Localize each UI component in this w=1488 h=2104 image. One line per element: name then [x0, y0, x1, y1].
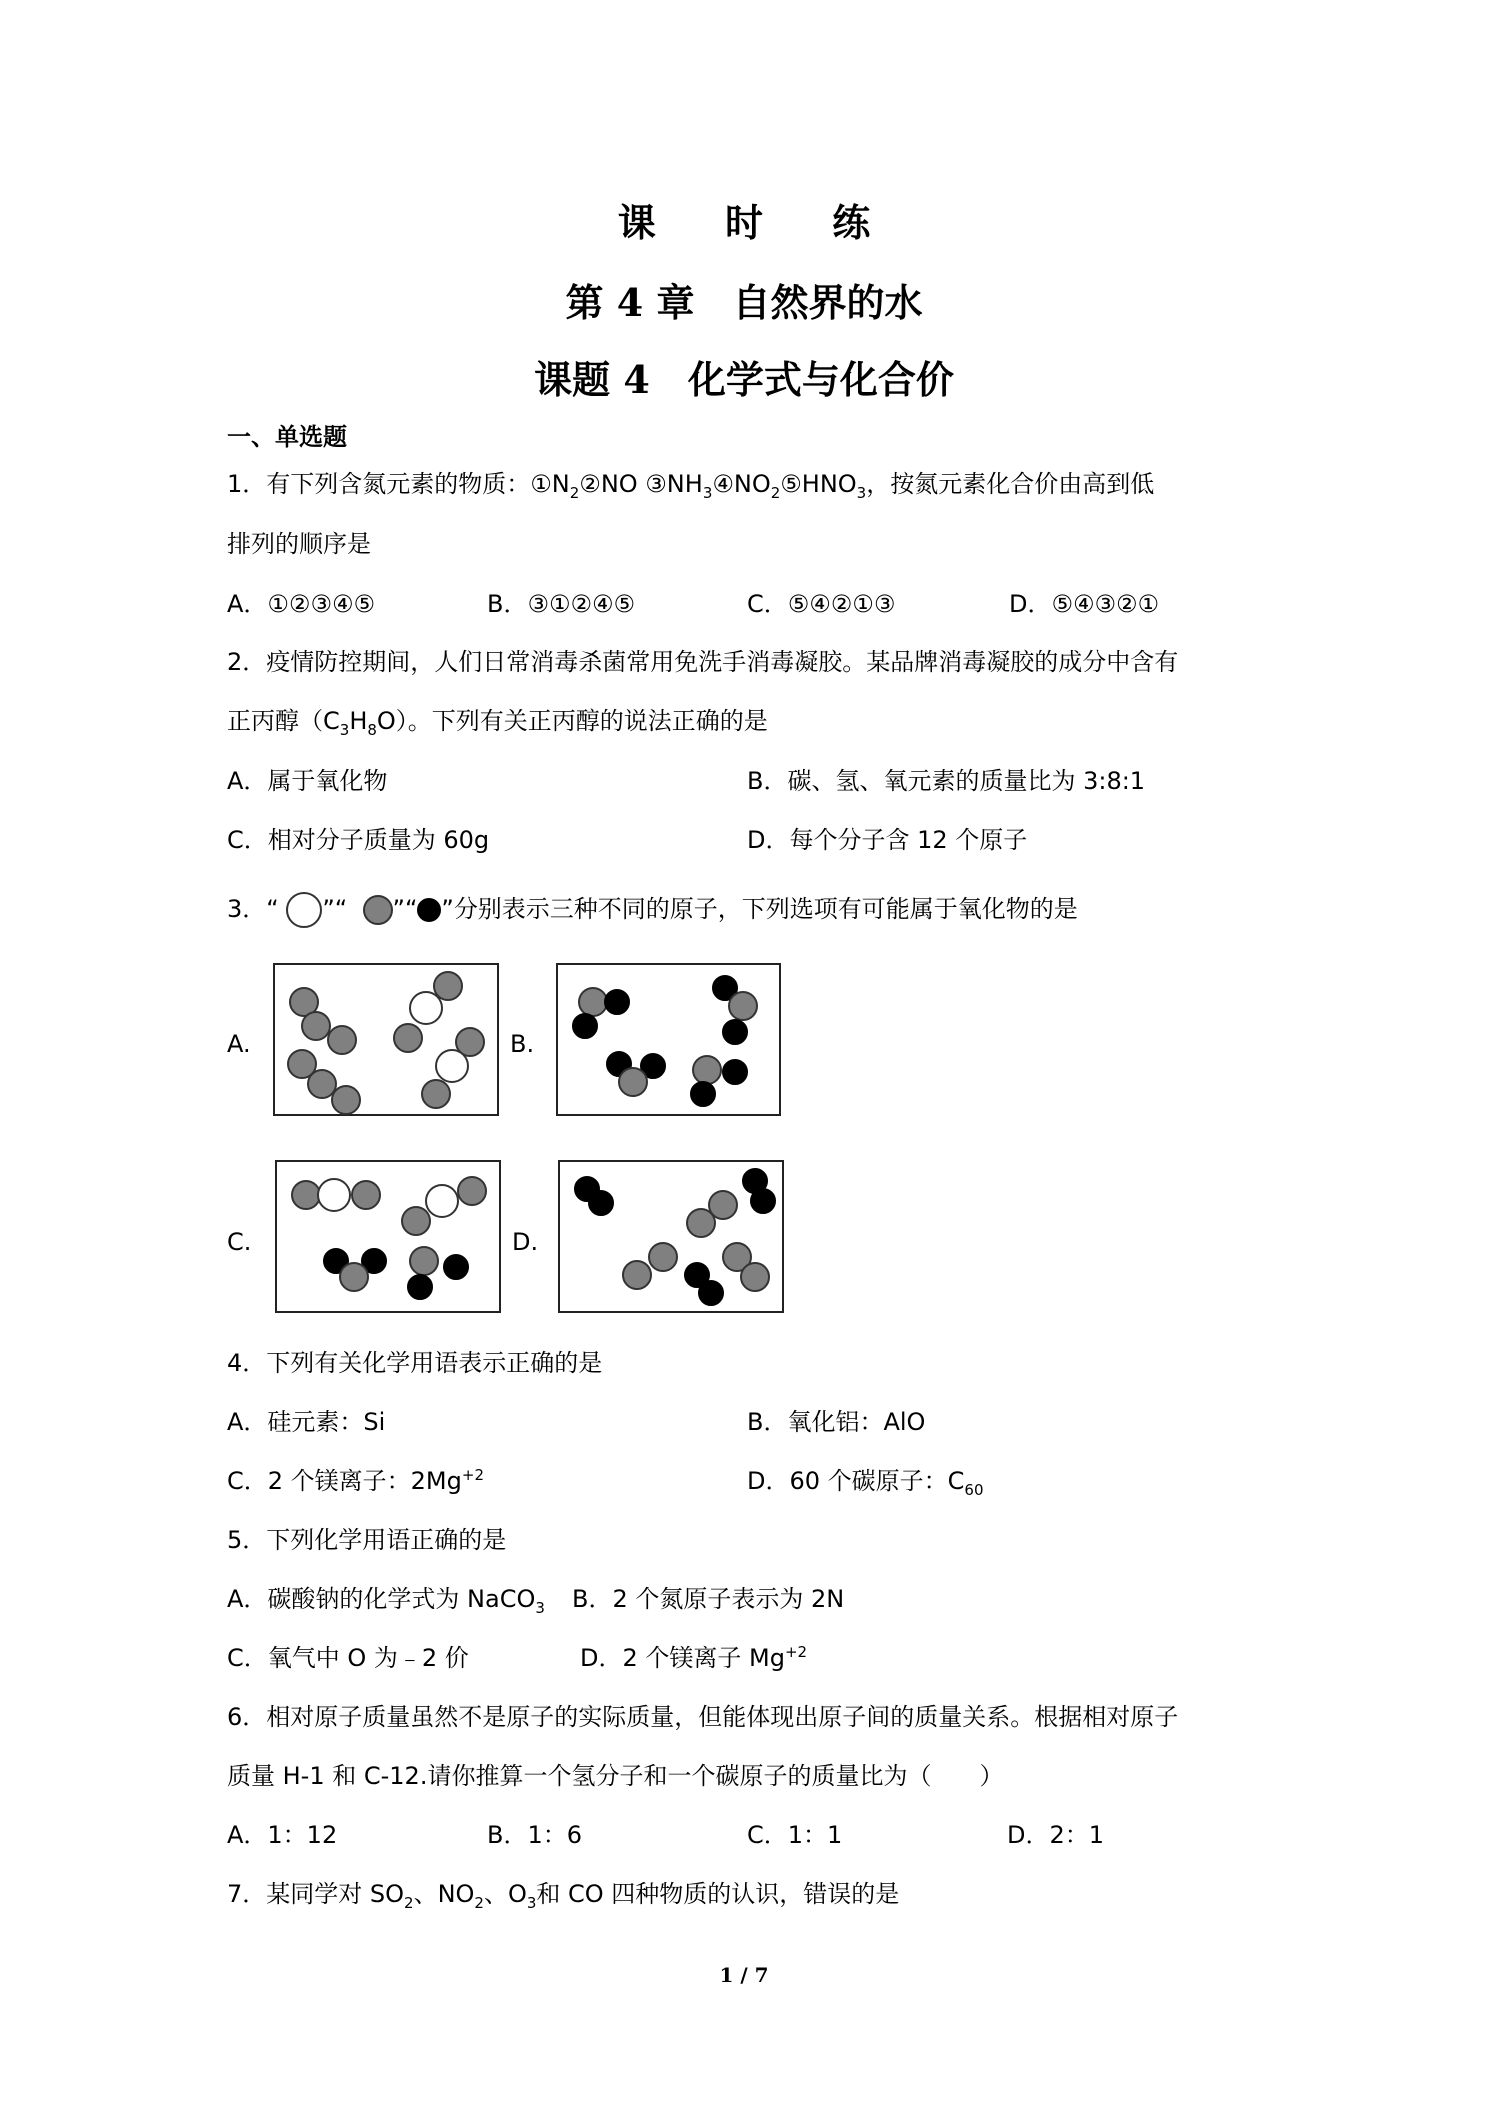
atom: [722, 1059, 748, 1085]
q6-option-d: D．2：1: [1007, 1821, 1105, 1849]
atom: [393, 1023, 423, 1053]
question-6-stem-line2: 质量 H-1 和 C-12.请你推算一个氢分子和一个碳原子的质量比为（ ）: [227, 1762, 1004, 1790]
atom: [331, 1085, 361, 1115]
q4-option-a: A．硅元素：Si: [227, 1408, 386, 1436]
worksheet-title: 课 时 练: [617, 200, 899, 245]
q6-option-c: C．1：1: [747, 1821, 843, 1849]
question-1-stem-line2: 排列的顺序是: [227, 530, 371, 558]
atom: [698, 1280, 724, 1306]
q1-option-a: A．①②③④⑤: [227, 590, 375, 618]
q3-label-b: B.: [510, 1030, 535, 1058]
q3-diagram-d: [558, 1160, 784, 1313]
atom: [425, 1184, 459, 1218]
q2-option-d: D．每个分子含 12 个原子: [747, 826, 1028, 854]
atom: [407, 1274, 433, 1300]
black-atom-legend-icon: [417, 898, 441, 922]
q1-option-b: B．③①②④⑤: [487, 590, 636, 618]
q3-label-c: C.: [227, 1228, 252, 1256]
atom: [728, 991, 758, 1021]
q2-option-c: C．相对分子质量为 60g: [227, 826, 490, 854]
atom: [604, 989, 630, 1015]
question-2-stem: 2．疫情防控期间，人们日常消毒杀菌常用免洗手消毒凝胶。某品牌消毒凝胶的成分中含有: [227, 648, 1179, 676]
atom: [648, 1242, 678, 1272]
atom: [722, 1019, 748, 1045]
atom: [421, 1079, 451, 1109]
q5-option-a: A．碳酸钠的化学式为 NaCO$_3$: [227, 1585, 545, 1617]
q4-option-b: B．氧化铝：AlO: [747, 1408, 926, 1436]
atom: [409, 1246, 439, 1276]
q5-option-c: C．氧气中 O 为﹣2 价: [227, 1644, 469, 1672]
q6-option-a: A．1：12: [227, 1821, 338, 1849]
atom: [443, 1254, 469, 1280]
atom: [690, 1081, 716, 1107]
q4-option-c: C．2 个镁离子：$2Mg^{+2}$: [227, 1466, 484, 1495]
white-atom-legend-icon: [286, 892, 322, 928]
atom: [750, 1188, 776, 1214]
atom: [409, 991, 443, 1025]
question-4-stem: 4．下列有关化学用语表示正确的是: [227, 1349, 603, 1377]
atom: [317, 1178, 351, 1212]
question-2-stem-line2: 正丙醇$(C_3H_8O)$。下列有关正丙醇的说法正确的是: [227, 707, 768, 739]
q2-option-a: A．属于氧化物: [227, 767, 388, 795]
q3-diagram-b: [556, 963, 781, 1116]
atom: [339, 1262, 369, 1292]
q5-option-b: B．2 个氮原子表示为 2N: [572, 1585, 845, 1613]
q3-label-d: D.: [512, 1228, 539, 1256]
section-heading: 一、单选题: [227, 423, 347, 451]
atom: [435, 1049, 469, 1083]
atom: [686, 1208, 716, 1238]
q1-option-c: C．⑤④②①③: [747, 590, 896, 618]
atom: [622, 1260, 652, 1290]
atom: [740, 1262, 770, 1292]
atom: [327, 1025, 357, 1055]
page-number: 1 / 7: [719, 1963, 769, 1987]
q4-option-d: D．60 个碳原子：$C_{60}$: [747, 1467, 984, 1499]
chapter-title: 第 4 章 自然界的水: [565, 280, 923, 325]
question-6-stem: 6．相对原子质量虽然不是原子的实际质量，但能体现出原子间的质量关系。根据相对原子: [227, 1703, 1179, 1731]
atom: [588, 1190, 614, 1216]
atom: [351, 1180, 381, 1210]
q5-option-d: D．2 个镁离子 $Mg^{+2}$: [580, 1643, 808, 1672]
question-3-stem: 3．“ ”“ ”“ ”分别表示三种不同的原子，下列选项有可能属于氧化物的是: [227, 892, 1078, 928]
q6-option-b: B．1：6: [487, 1821, 583, 1849]
gray-atom-legend-icon: [363, 895, 393, 925]
question-5-stem: 5．下列化学用语正确的是: [227, 1526, 507, 1554]
question-7-stem: 7．某同学对 $SO_2$、$NO_2$、$O_3$和 CO 四种物质的认识，错误的是: [227, 1880, 900, 1912]
atom: [572, 1013, 598, 1039]
q3-diagram-c: [275, 1160, 501, 1313]
q1-num: 1．: [227, 470, 267, 498]
atom: [692, 1055, 722, 1085]
q2-option-b: B．碳、氢、氧元素的质量比为 3:8:1: [747, 767, 1146, 795]
atom: [618, 1067, 648, 1097]
atom: [401, 1206, 431, 1236]
q3-diagram-a: [273, 963, 499, 1116]
topic-title: 课题 4 化学式与化合价: [534, 357, 954, 402]
question-1-stem: 1．有下列含氮元素的物质：$①N_2②NO$ $③NH_3④NO_2⑤HNO_3$，按氮元素化合价由高到低: [227, 470, 1155, 502]
q1-option-d: D．⑤④③②①: [1009, 590, 1160, 618]
q3-label-a: A.: [227, 1030, 251, 1058]
atom: [457, 1176, 487, 1206]
